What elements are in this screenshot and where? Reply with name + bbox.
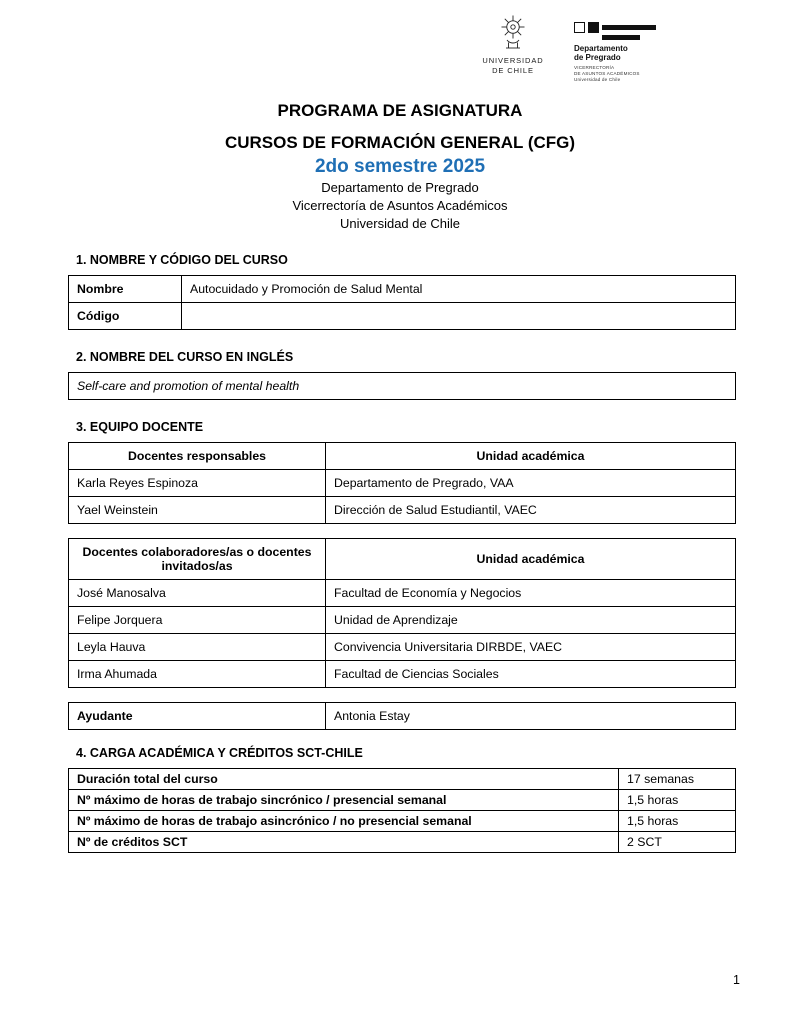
table-row (69, 303, 736, 330)
course-name-value: Autocuidado y Promoción de Salud Mental (182, 276, 736, 303)
uch-name-line1: UNIVERSIDAD (482, 56, 544, 65)
table-row (69, 811, 736, 832)
teacher-name: Felipe Jorquera (69, 607, 326, 634)
uch-emblem-icon (496, 14, 530, 54)
course-code-label: Código (69, 303, 182, 330)
section-1-table-wrap (68, 275, 736, 330)
table-row (69, 661, 736, 688)
teacher-unit: Facultad de Ciencias Sociales (326, 661, 736, 688)
table-row (69, 634, 736, 661)
table-row (69, 607, 736, 634)
uch-name-line2: DE CHILE (492, 66, 534, 75)
academic-unit-header: Unidad académica (326, 539, 736, 580)
teacher-name: José Manosalva (69, 580, 326, 607)
teacher-unit: Convivencia Universitaria DIRBDE, VAEC (326, 634, 736, 661)
table-row (69, 790, 736, 811)
table-row (69, 703, 736, 730)
load-value: 1,5 horas (619, 811, 736, 832)
teacher-name: Irma Ahumada (69, 661, 326, 688)
course-code-value (182, 303, 736, 330)
dep-sub-line1: VICERRECTORÍA (574, 65, 615, 70)
dep-sub-line3: Universidad de Chile (574, 77, 621, 82)
table-row (69, 832, 736, 853)
collaborating-teachers-header: Docentes colaboradores/as o docentes invitados/as (69, 539, 326, 580)
load-label: Nº de créditos SCT (69, 832, 619, 853)
document-title-line2: CURSOS DE FORMACIÓN GENERAL (CFG) (224, 133, 576, 152)
universidad-de-chile-logo (470, 14, 556, 76)
load-value: 17 semanas (619, 769, 736, 790)
responsible-teachers-header: Docentes responsables (69, 443, 326, 470)
document-semester: 2do semestre 2025 (314, 156, 486, 177)
english-name-table (68, 372, 736, 400)
teacher-name: Leyla Hauva (69, 634, 326, 661)
section-2-heading: 2. NOMBRE DEL CURSO EN INGLÉS (76, 350, 294, 364)
teaching-team-table-wrap (68, 442, 736, 524)
section-1-heading: 1. NOMBRE Y CÓDIGO DEL CURSO (76, 253, 288, 267)
academic-unit-header: Unidad académica (326, 443, 736, 470)
table-header-row (69, 539, 736, 580)
collaborating-teachers-table (68, 538, 736, 688)
document-title-line1: PROGRAMA DE ASIGNATURA (277, 101, 523, 120)
table-header-row (69, 443, 736, 470)
assistant-value: Antonia Estay (326, 703, 736, 730)
logo-row (60, 14, 740, 90)
section-3-heading: 3. EQUIPO DOCENTE (76, 420, 204, 434)
departamento-pregrado-logo (574, 14, 682, 83)
course-name-label: Nombre (69, 276, 182, 303)
section-4-heading: 4. CARGA ACADÉMICA Y CRÉDITOS SCT-CHILE (76, 746, 363, 760)
assistant-table-wrap (68, 702, 736, 730)
assistant-table (68, 702, 736, 730)
table-row (69, 276, 736, 303)
teacher-unit: Departamento de Pregrado, VAA (326, 470, 736, 497)
table-row (69, 470, 736, 497)
collaborating-teachers-table-wrap (68, 538, 736, 688)
responsible-teachers-table (68, 442, 736, 524)
table-row (69, 373, 736, 400)
dep-title-line2: de Pregrado (574, 53, 621, 62)
teacher-unit: Facultad de Economía y Negocios (326, 580, 736, 607)
teacher-unit: Unidad de Aprendizaje (326, 607, 736, 634)
assistant-label: Ayudante (69, 703, 326, 730)
load-label: Nº máximo de horas de trabajo sincrónico / presencial semanal (69, 790, 619, 811)
dep-title-line1: Departamento (574, 44, 628, 53)
academic-load-table-wrap (68, 768, 736, 853)
course-name-table (68, 275, 736, 330)
document-subtitle-3: Universidad de Chile (340, 216, 460, 231)
teacher-unit: Dirección de Salud Estudiantil, VAEC (326, 497, 736, 524)
dep-sub-line2: DE ASUNTOS ACADÉMICOS (574, 71, 640, 76)
teacher-name: Karla Reyes Espinoza (69, 470, 326, 497)
english-name-value: Self-care and promotion of mental health (69, 373, 736, 400)
page-number: 1 (733, 973, 740, 987)
dep-flag-icon (574, 22, 682, 42)
document-subtitle-1: Departamento de Pregrado (321, 180, 479, 195)
teacher-name: Yael Weinstein (69, 497, 326, 524)
table-row (69, 497, 736, 524)
table-row (69, 580, 736, 607)
academic-load-table (68, 768, 736, 853)
load-label: Nº máximo de horas de trabajo asincrónico / no presencial semanal (69, 811, 619, 832)
document-subtitle-2: Vicerrectoría de Asuntos Académicos (292, 198, 508, 213)
load-label: Duración total del curso (69, 769, 619, 790)
section-2-table-wrap (68, 372, 736, 400)
load-value: 1,5 horas (619, 790, 736, 811)
load-value: 2 SCT (619, 832, 736, 853)
table-row (69, 769, 736, 790)
